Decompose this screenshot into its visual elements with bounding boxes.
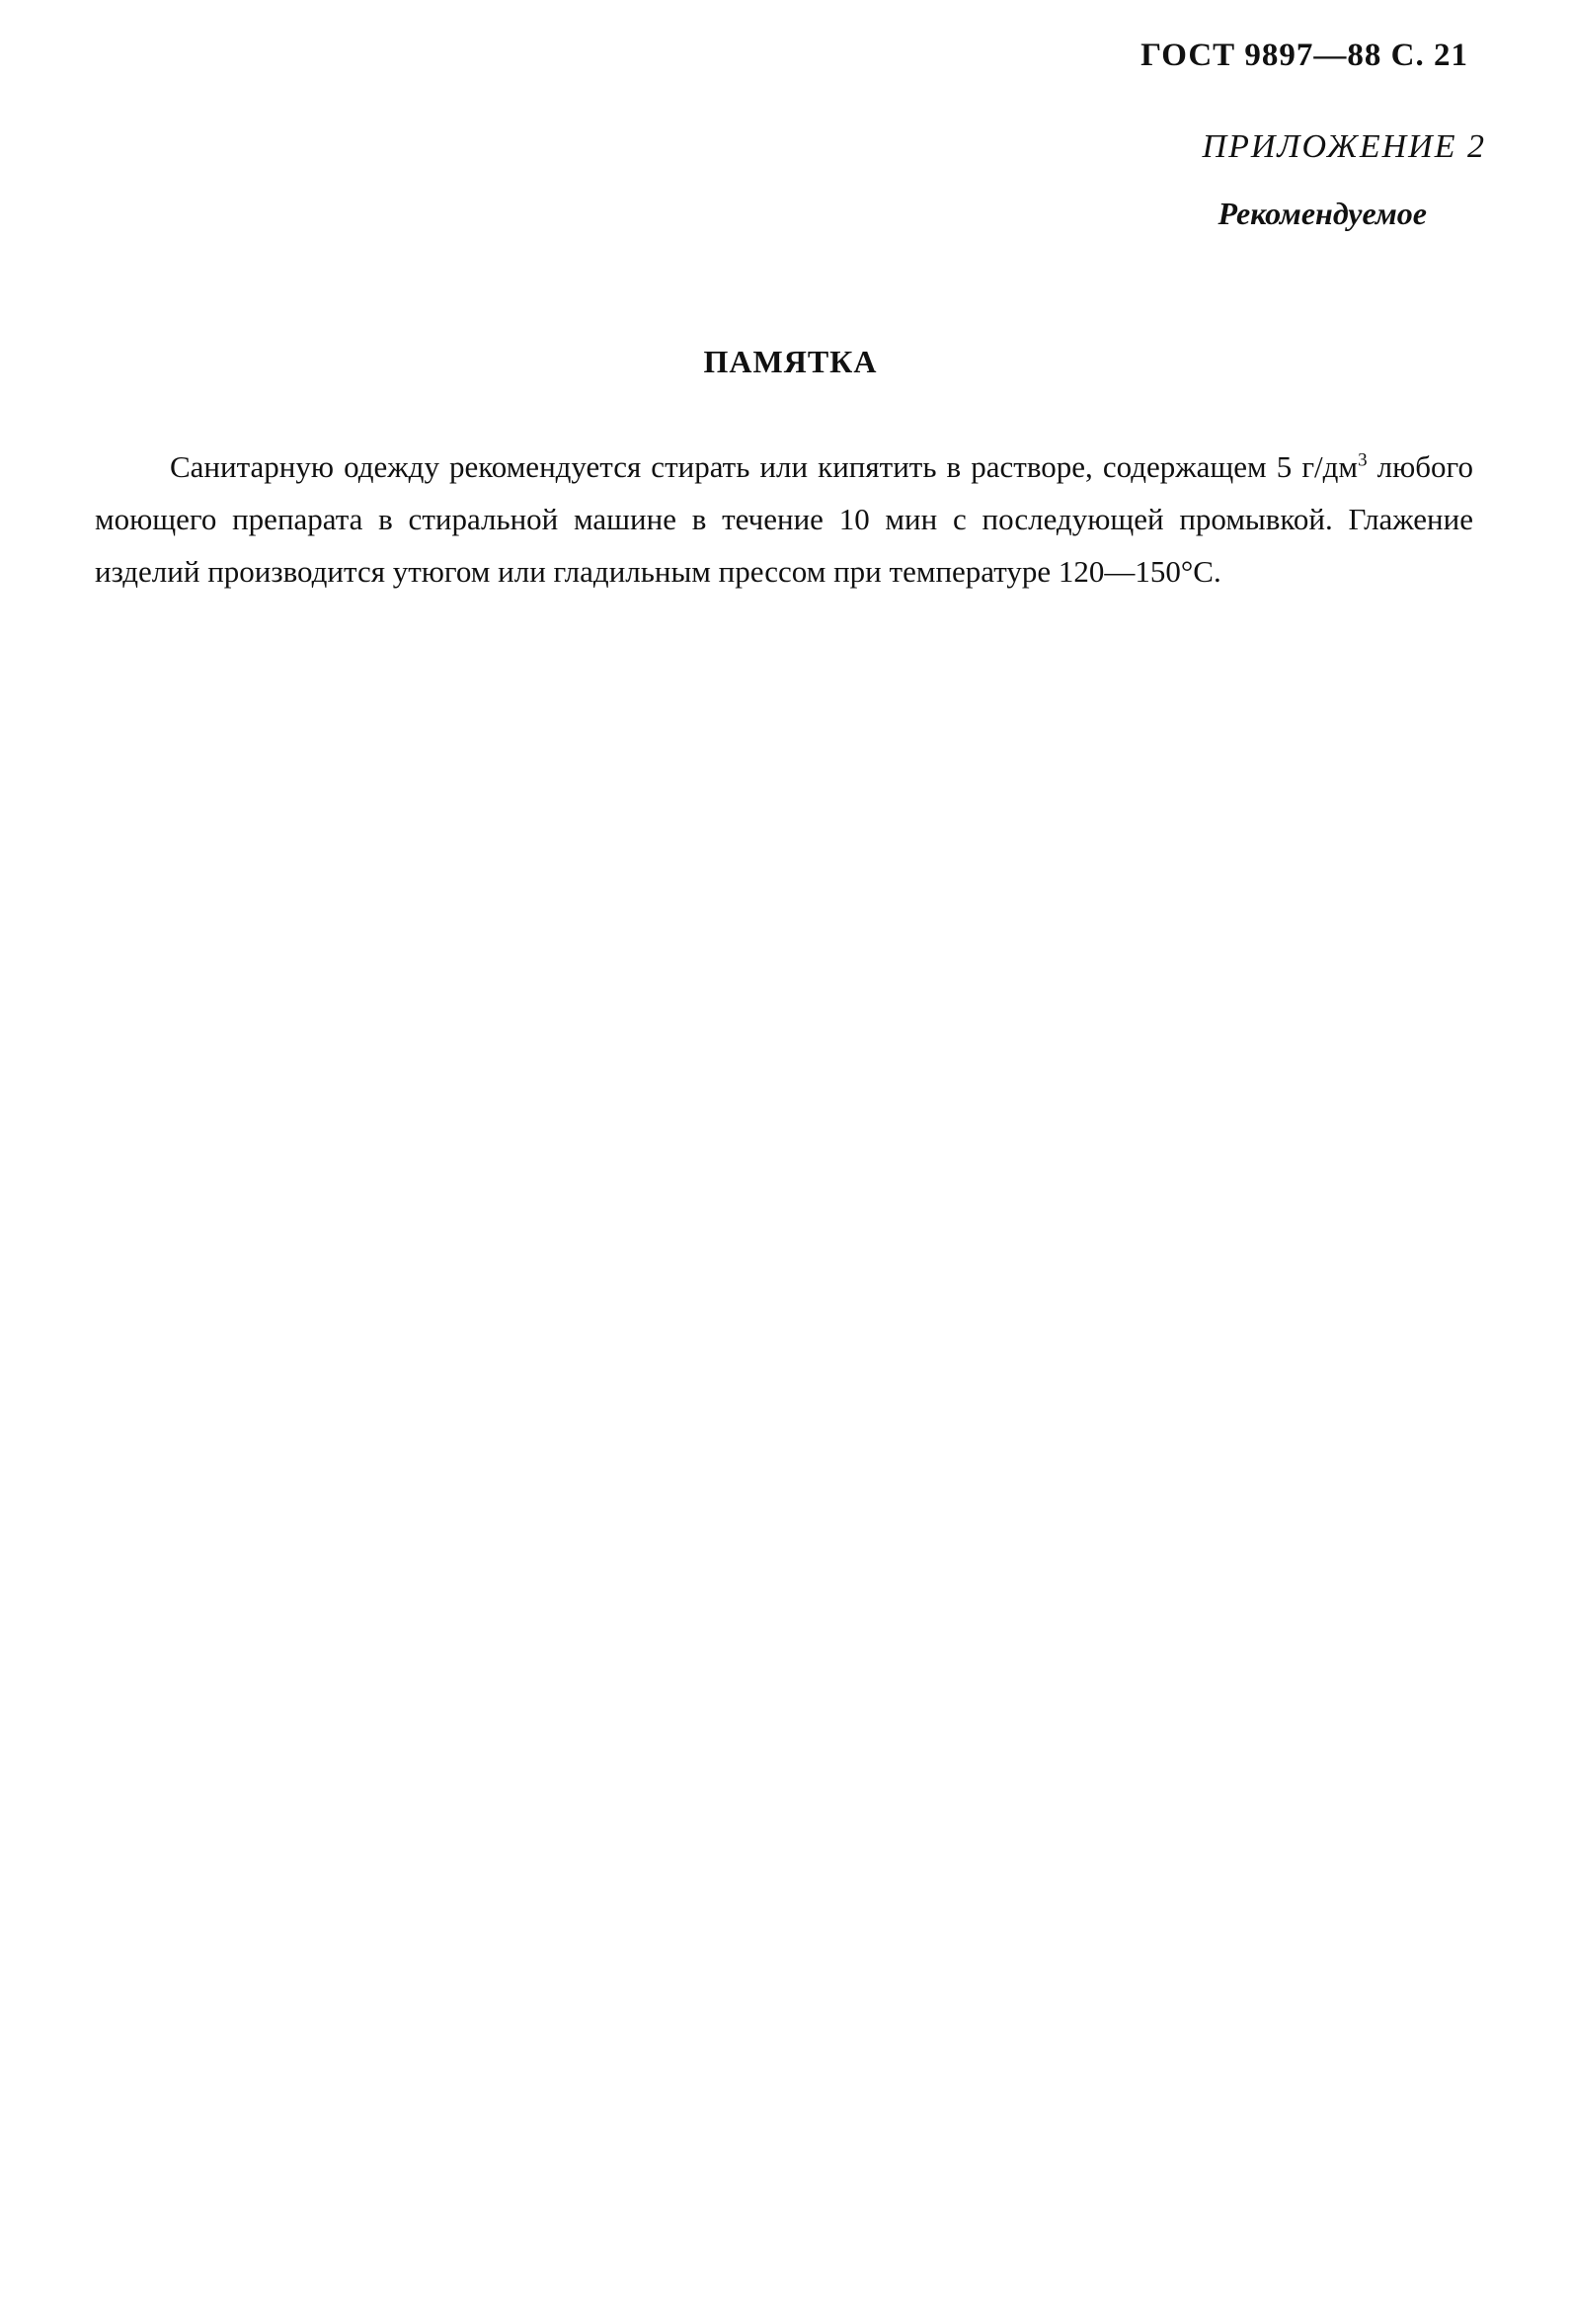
appendix-label: ПРИЛОЖЕНИЕ 2 (1202, 128, 1486, 165)
page-title: ПАМЯТКА (703, 344, 878, 379)
body-superscript: 3 (1358, 449, 1368, 471)
header-doc-ref: ГОСТ 9897—88 С. 21 (1140, 38, 1468, 73)
body-text-part1: Санитарную одежду рекомендуется стирать или кипятить в растворе, содержащем 5 г/дм (170, 449, 1359, 484)
body-text-part2: любого моющего препарата в стиральной машине в течение 10 мин с последующей промывкой. Глажение изделий производится утюгом или гладильным прессом при температуре 120—150°С. (95, 449, 1473, 589)
appendix-status: Рекомендуемое (1218, 196, 1427, 231)
body-paragraph (95, 441, 1473, 598)
